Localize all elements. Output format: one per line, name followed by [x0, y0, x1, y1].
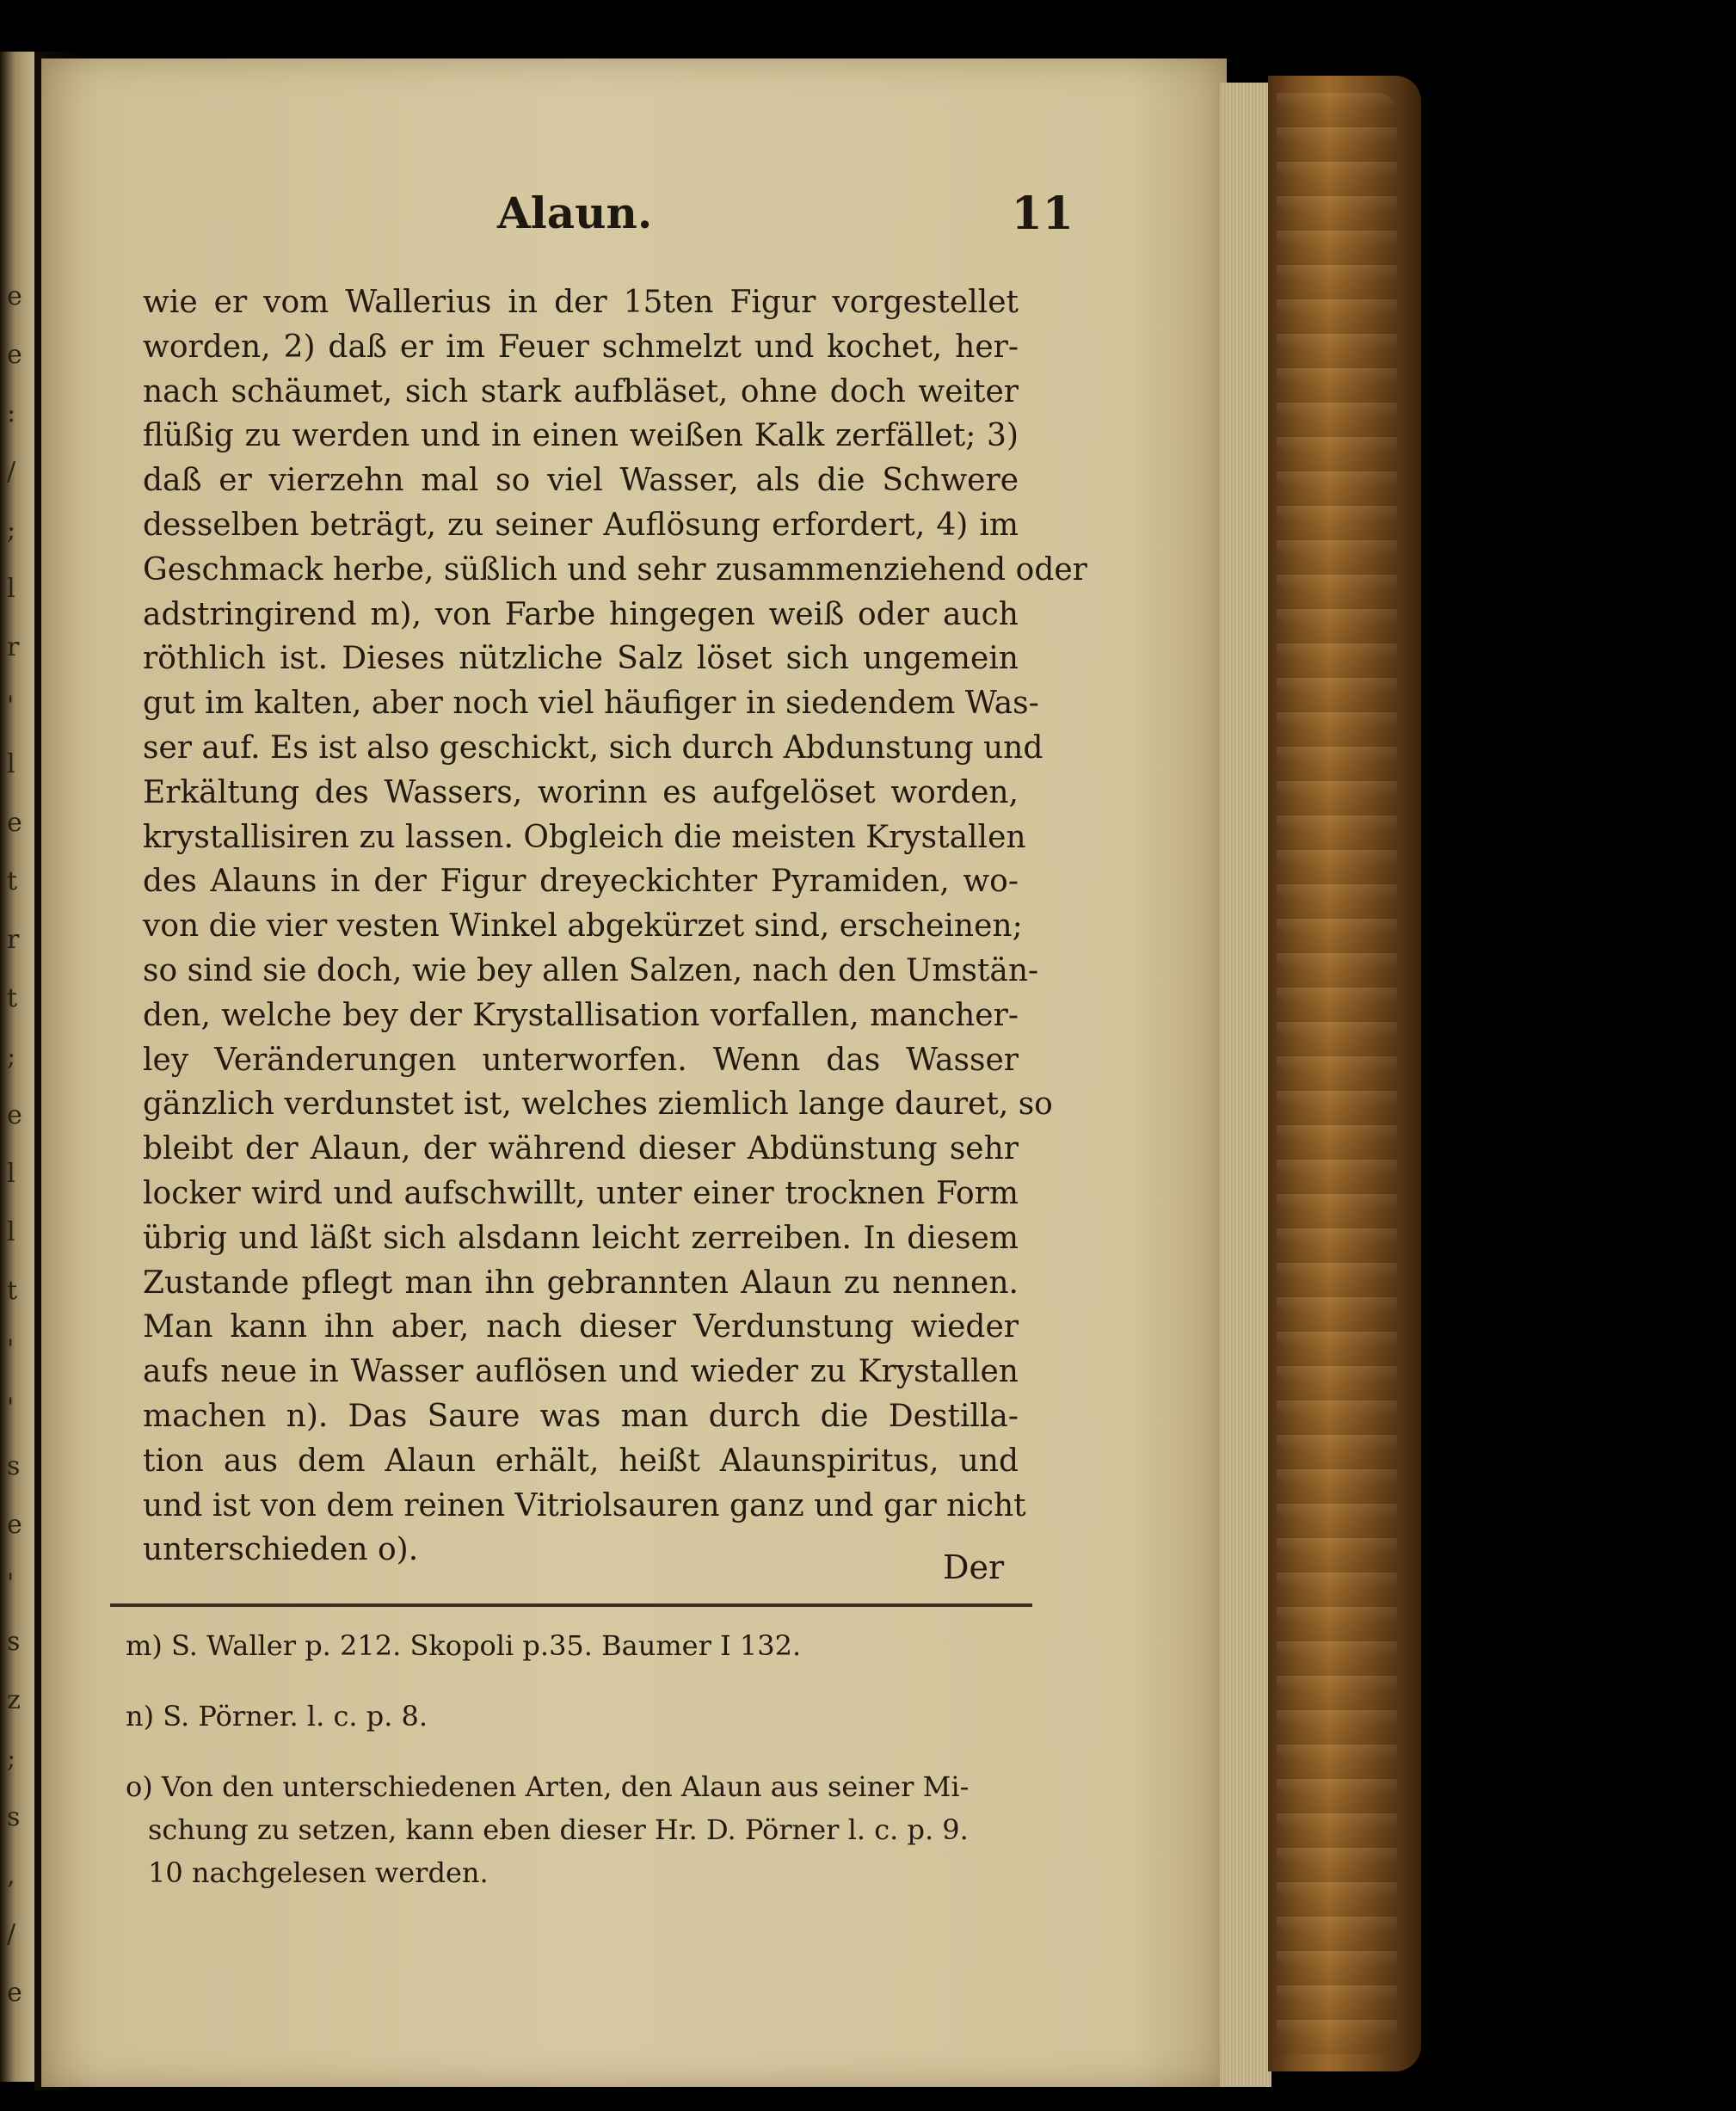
facing-page-glyph: ' [7, 691, 15, 721]
text-line: krystallisiren zu lassen. Obgleich die meisten Krystallen [143, 819, 1026, 855]
text-line: Zustande pflegt man ihn gebrannten Alaun zu nennen. [143, 1265, 1019, 1301]
text-line: nach schäumet, sich stark aufbläset, ohne doch weiter [143, 373, 1019, 409]
text-line: Man kann ihn aber, nach dieser Verdunstung wieder [143, 1309, 1019, 1345]
facing-page-glyph: ; [7, 1042, 16, 1072]
facing-page-glyph: ' [7, 1568, 15, 1598]
facing-page-glyph: t [7, 866, 18, 896]
footnote-line: 10 nachgelesen werden. [148, 1856, 489, 1889]
text-line: gut im kalten, aber noch viel häufiger in siedendem Was- [143, 686, 1039, 722]
facing-page-glyph: r [7, 925, 20, 955]
text-line: machen n). Das Saure was man durch die Destilla- [143, 1398, 1019, 1434]
text-line: von die vier vesten Winkel abgekürzet sind, erscheinen; [143, 908, 1023, 945]
main-text-block [143, 280, 1087, 1572]
footnote-line: n) S. Pörner. l. c. p. 8. [126, 1700, 428, 1732]
running-head [127, 188, 1074, 248]
footnote [126, 1624, 1037, 1667]
facing-page-glyph: e [7, 1510, 22, 1540]
text-line: daß er vierzehn mal so viel Wasser, als die Schwere [143, 463, 1019, 499]
facing-page-glyph: e [7, 340, 22, 370]
footnote-line: m) S. Waller p. 212. Skopoli p.35. Baumer I 132. [126, 1629, 802, 1662]
text-line: und ist von dem reinen Vitriolsauren ganz und gar nicht [143, 1487, 1026, 1523]
text-line: Geschmack herbe, süßlich und sehr zusammenziehend oder [143, 551, 1087, 588]
facing-page-glyph: e [7, 808, 22, 838]
facing-page-glyph: l [7, 1159, 15, 1189]
facing-page-glyph: z [7, 1685, 21, 1715]
facing-page-glyph: l [7, 574, 15, 604]
catchword: Der [943, 1548, 1005, 1586]
facing-page-glyph: ; [7, 515, 16, 545]
page-number: 11 [1011, 188, 1074, 240]
footnote [126, 1765, 1037, 1894]
facing-page-glyph: / [7, 1919, 16, 1949]
text-line: adstringirend m), von Farbe hingegen weiß oder auch [143, 596, 1019, 632]
text-line: röthlich ist. Dieses nützliche Salz löset sich ungemein [143, 641, 1019, 677]
facing-page-glyph: ' [7, 1393, 15, 1423]
page-block-edge [1220, 83, 1271, 2087]
running-head-title: Alaun. [497, 188, 653, 238]
text-line: worden, 2) daß er im Feuer schmelzt und kochet, her- [143, 329, 1019, 365]
text-line: des Alauns in der Figur dreyeckichter Pyramiden, wo- [143, 864, 1019, 900]
facing-page-glyph: s [7, 1451, 21, 1481]
text-line: aufs neue in Wasser auflösen und wieder zu Krystallen [143, 1354, 1019, 1390]
text-line: tion aus dem Alaun erhält, heißt Alaunspiritus, und [143, 1443, 1019, 1479]
facing-page-glyph: s [7, 1802, 21, 1832]
text-line: Erkältung des Wassers, worinn es aufgelöset worden, [143, 774, 1019, 810]
text-line: gänzlich verdunstet ist, welches ziemlich lange dauret, so [143, 1086, 1053, 1123]
footnote-spacer [126, 1667, 1037, 1695]
facing-page-edge [0, 52, 34, 2082]
facing-page-glyph: s [7, 1627, 21, 1657]
text-line: desselben beträgt, zu seiner Auflösung erfordert, 4) im [143, 507, 1019, 543]
text-line: flüßig zu werden und in einen weißen Kalk zerfället; 3) [143, 418, 1019, 454]
text-line: ser auf. Es ist also geschickt, sich durch Abdunstung und [143, 729, 1043, 766]
footnote-line: o) Von den unterschiedenen Arten, den Alaun aus seiner Mi- [126, 1770, 970, 1803]
footnote-line: schung zu setzen, kann eben dieser Hr. D. Pörner l. c. p. 9. [148, 1813, 969, 1846]
facing-page-glyph: l [7, 1217, 15, 1247]
facing-page-glyph: ' [7, 1334, 15, 1364]
footnote [126, 1695, 1037, 1738]
cover-texture [1277, 93, 1397, 2054]
footnote-spacer [126, 1738, 1037, 1765]
text-line: ley Veränderungen unterworfen. Wenn das Wasser [143, 1042, 1019, 1078]
text-line: bleibt der Alaun, der während dieser Abdünstung sehr [143, 1131, 1019, 1167]
facing-page-glyph: r [7, 632, 20, 662]
facing-page-glyph: / [7, 457, 16, 487]
text-line: so sind sie doch, wie bey allen Salzen, nach den Umstän- [143, 952, 1039, 988]
facing-page-glyph: t [7, 1276, 18, 1306]
footnote-rule [110, 1603, 1032, 1607]
facing-page-glyph: , [7, 1861, 15, 1891]
facing-page-glyph: e [7, 281, 22, 311]
footnotes [126, 1624, 1037, 1894]
text-line: locker wird und aufschwillt, unter einer trocknen Form [143, 1175, 1019, 1211]
facing-page-glyph: e [7, 1978, 22, 2008]
text-line: übrig und läßt sich alsdann leicht zerreiben. In diesem [143, 1220, 1019, 1256]
text-line: unterschieden o). [143, 1532, 419, 1568]
facing-page-glyph: : [7, 398, 16, 428]
facing-page-glyph: e [7, 1100, 22, 1130]
facing-page-glyph: t [7, 983, 18, 1013]
text-line: den, welche bey der Krystallisation vorfallen, mancher- [143, 997, 1019, 1033]
facing-page-text-fragments [2, 52, 31, 2082]
facing-page-glyph: l [7, 749, 15, 779]
facing-page-glyph: ; [7, 1744, 16, 1774]
text-line: wie er vom Wallerius in der 15ten Figur vorgestellet [143, 285, 1019, 320]
